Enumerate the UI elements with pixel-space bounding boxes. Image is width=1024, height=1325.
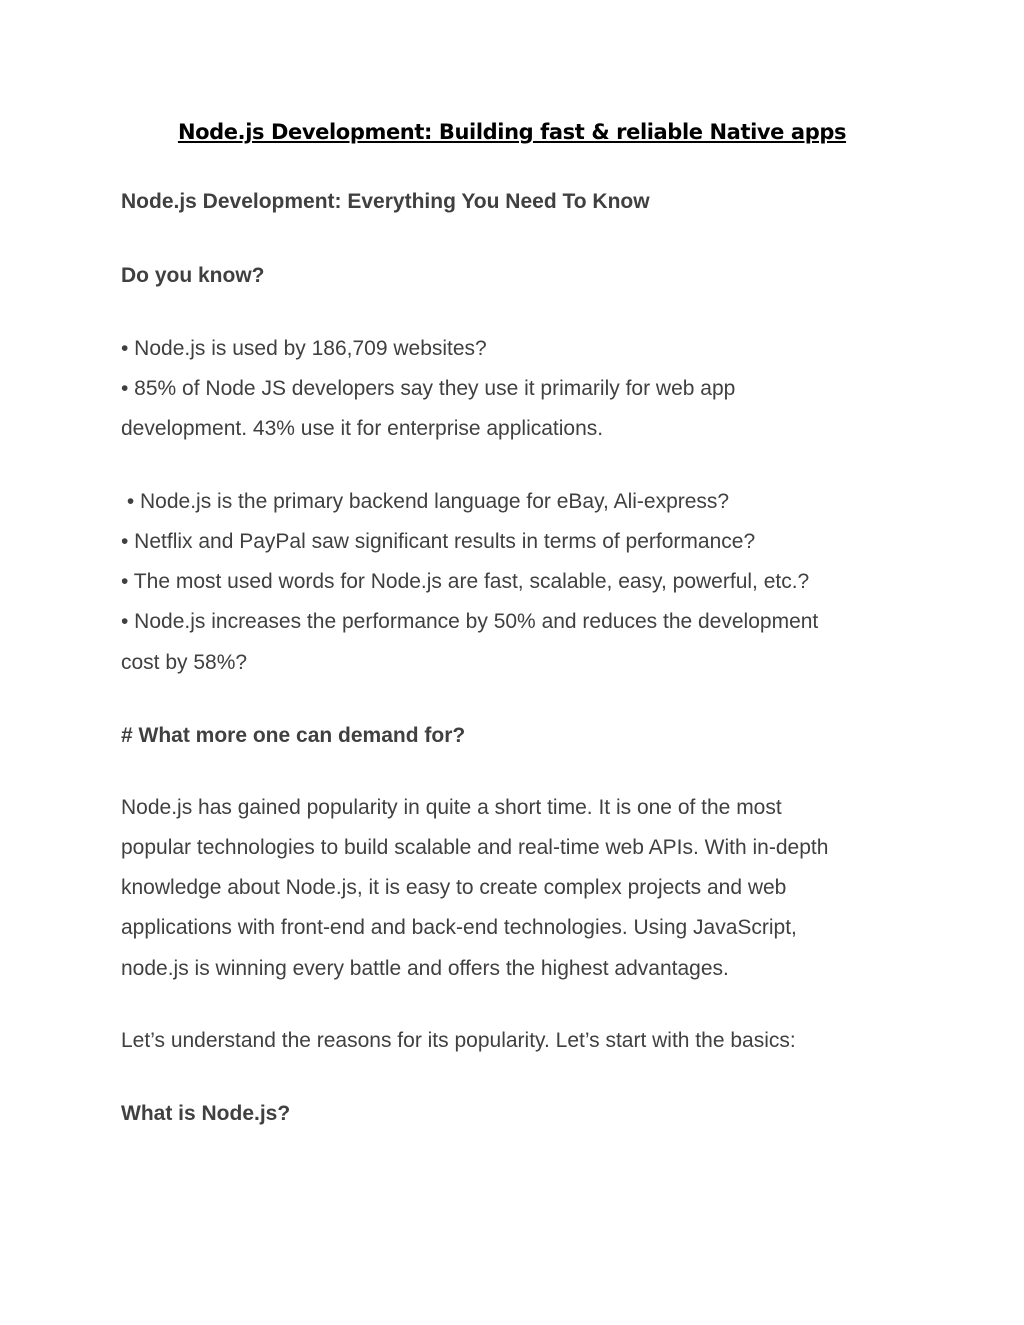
fact-line: • 85% of Node JS developers say they use it primarily for web app bbox=[121, 377, 736, 400]
paragraph-line: knowledge about Node.js, it is easy to create complex projects and web bbox=[121, 876, 787, 899]
fact-line: cost by 58%? bbox=[121, 651, 248, 674]
fact-line: • The most used words for Node.js are fast, scalable, easy, powerful, etc.? bbox=[121, 570, 810, 593]
fact-line: • Netflix and PayPal saw significant results in terms of performance? bbox=[121, 530, 756, 553]
paragraph-line: applications with front-end and back-end technologies. Using JavaScript, bbox=[121, 916, 797, 939]
what-is-heading: What is Node.js? bbox=[121, 1102, 291, 1125]
intro-question: Do you know? bbox=[121, 264, 265, 287]
paragraph-line: Node.js has gained popularity in quite a short time. It is one of the most bbox=[121, 796, 782, 819]
section-subtitle: Node.js Development: Everything You Need To Know bbox=[121, 190, 650, 213]
paragraph-line: Let’s understand the reasons for its popularity. Let’s start with the basics: bbox=[121, 1029, 796, 1052]
demand-heading: # What more one can demand for? bbox=[121, 724, 466, 747]
fact-line: • Node.js is the primary backend language for eBay, Ali-express? bbox=[121, 490, 730, 513]
fact-line: development. 43% use it for enterprise applications. bbox=[121, 417, 604, 440]
paragraph-line: node.js is winning every battle and offers the highest advantages. bbox=[121, 957, 729, 980]
fact-line: • Node.js is used by 186,709 websites? bbox=[121, 337, 487, 360]
fact-line: • Node.js increases the performance by 50% and reduces the development bbox=[121, 610, 819, 633]
paragraph-line: popular technologies to build scalable and real-time web APIs. With in-depth bbox=[121, 836, 829, 859]
document-title: Node.js Development: Building fast & reliable Native apps bbox=[177, 120, 847, 144]
